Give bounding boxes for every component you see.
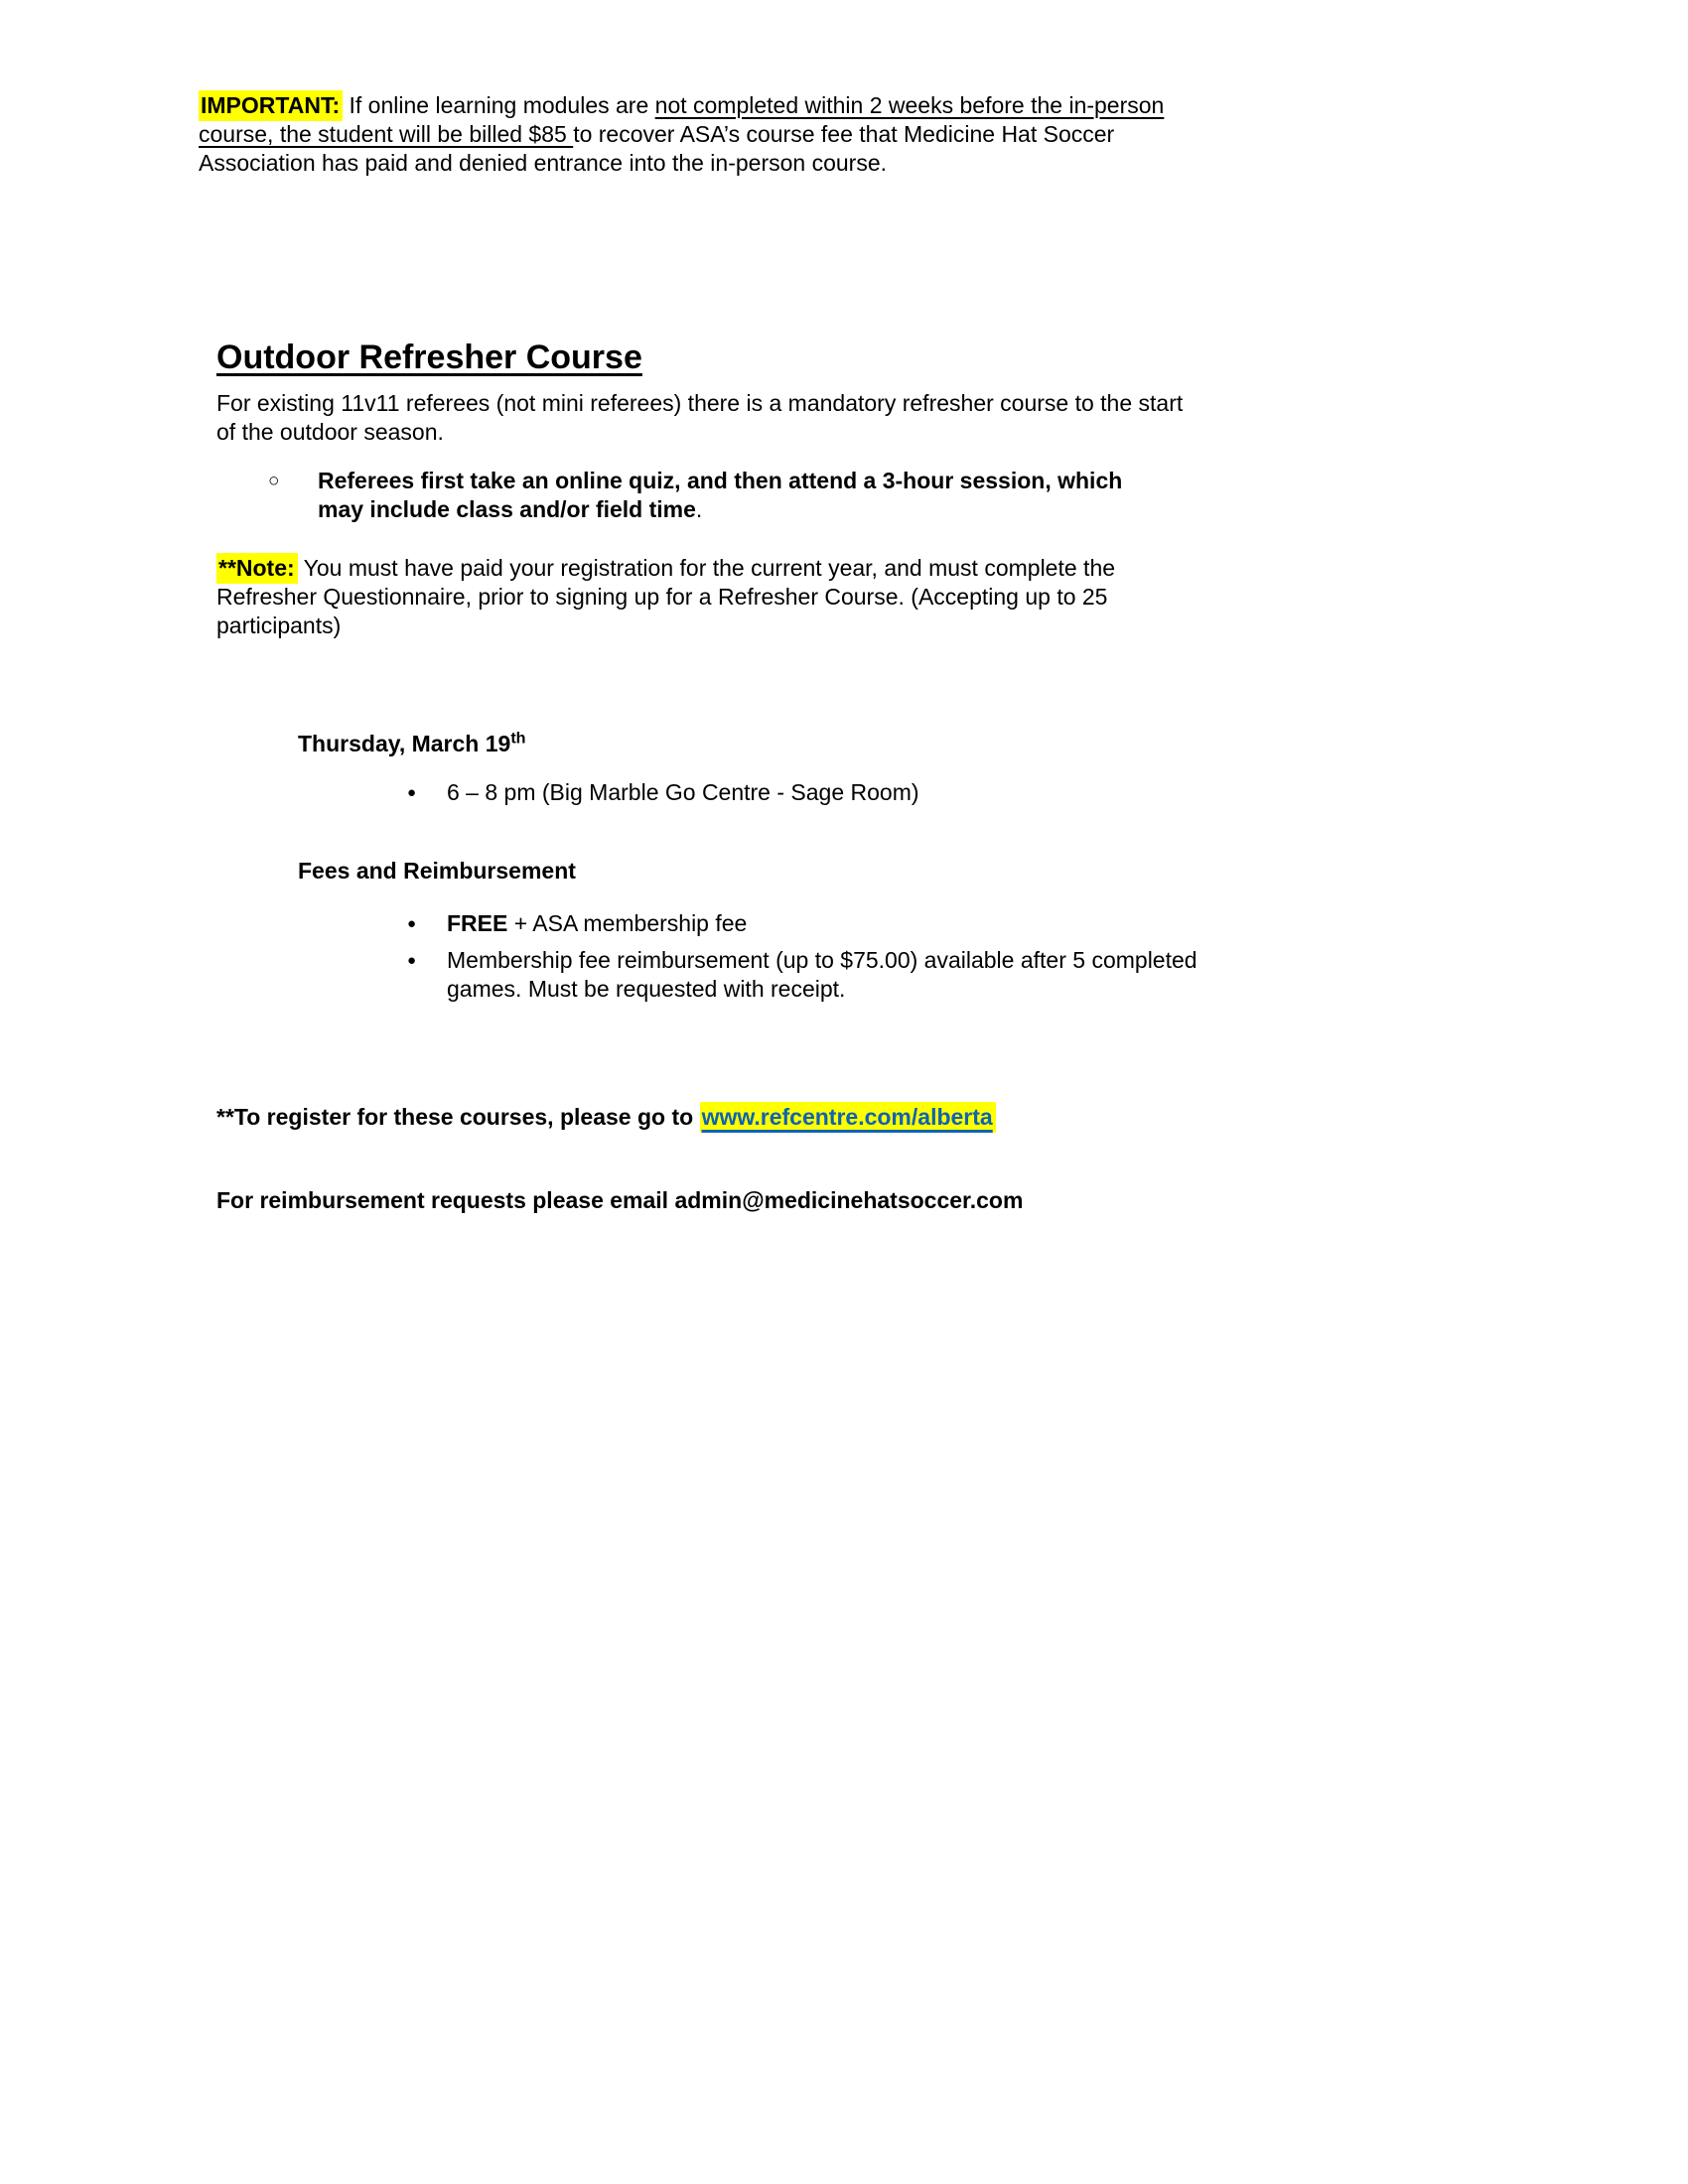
text-run: participants) <box>216 613 342 638</box>
date-heading <box>298 730 1688 758</box>
refcentre-link[interactable]: www.refcentre.com/alberta <box>700 1102 996 1133</box>
text-run: . <box>695 496 703 522</box>
list-item <box>407 909 1688 938</box>
list-item-text <box>318 467 1122 524</box>
text-run: FREE <box>447 910 508 936</box>
text-run: Referees first take an online quiz, and then attend a 3-hour session, which <box>318 468 1123 493</box>
date-text: Thursday, March 19 <box>298 731 511 756</box>
important-paragraph <box>199 0 1688 178</box>
text-run: Association has paid and denied entrance into the in-person course. <box>199 150 888 176</box>
register-line <box>216 1103 1688 1132</box>
refresher-intro-paragraph <box>216 389 1688 447</box>
note-paragraph <box>216 554 1688 640</box>
important-label: IMPORTANT: <box>199 90 343 121</box>
list-item <box>407 778 1688 807</box>
text-run: If online learning modules are <box>343 92 655 118</box>
list-item-text <box>447 946 1197 1004</box>
text-run: games. Must be requested with receipt. <box>447 976 846 1002</box>
underlined-text-run: not completed within 2 weeks before the in-person <box>654 92 1165 118</box>
text-run: to recover ASA’s course fee that Medicine Hat Soccer <box>573 121 1115 147</box>
note-label: **Note: <box>216 553 298 584</box>
disc-bullet-icon: ● <box>407 952 417 969</box>
disc-bullet-icon: ● <box>407 784 417 801</box>
text-run: **To register for these courses, please go to <box>216 1104 700 1130</box>
date-ordinal: th <box>510 729 526 748</box>
email-line: For reimbursement requests please email admin@medicinehatsoccer.com <box>216 1187 1024 1213</box>
text-run: may include class and/or field time <box>318 496 696 522</box>
underlined-text-run: course, the student will be billed $85 <box>199 121 574 147</box>
text-run: of the outdoor season. <box>216 419 444 445</box>
circle-bullet-icon: ○ <box>268 471 280 491</box>
list-item-text <box>447 778 919 807</box>
list-item <box>407 946 1688 1004</box>
fees-heading: Fees and Reimbursement <box>298 858 576 884</box>
list-item-text <box>447 909 747 938</box>
text-run: + ASA membership fee <box>507 910 748 936</box>
text-run: You must have paid your registration for the current year, and must complete the <box>297 555 1116 581</box>
text-run: Refresher Questionnaire, prior to signing up for a Refresher Course. (Accepting up to 25 <box>216 584 1108 610</box>
list-item <box>268 467 1688 524</box>
section-heading-text: Outdoor Refresher Course <box>216 339 642 376</box>
section-heading <box>216 337 1688 379</box>
disc-bullet-icon: ● <box>407 915 417 932</box>
text-run: 6 – 8 pm (Big Marble Go Centre - Sage Room) <box>447 779 919 805</box>
text-run: For existing 11v11 referees (not mini referees) there is a mandatory refresher course to the start <box>216 390 1184 416</box>
text-run: Membership fee reimbursement (up to $75.00) available after 5 completed <box>447 947 1197 973</box>
